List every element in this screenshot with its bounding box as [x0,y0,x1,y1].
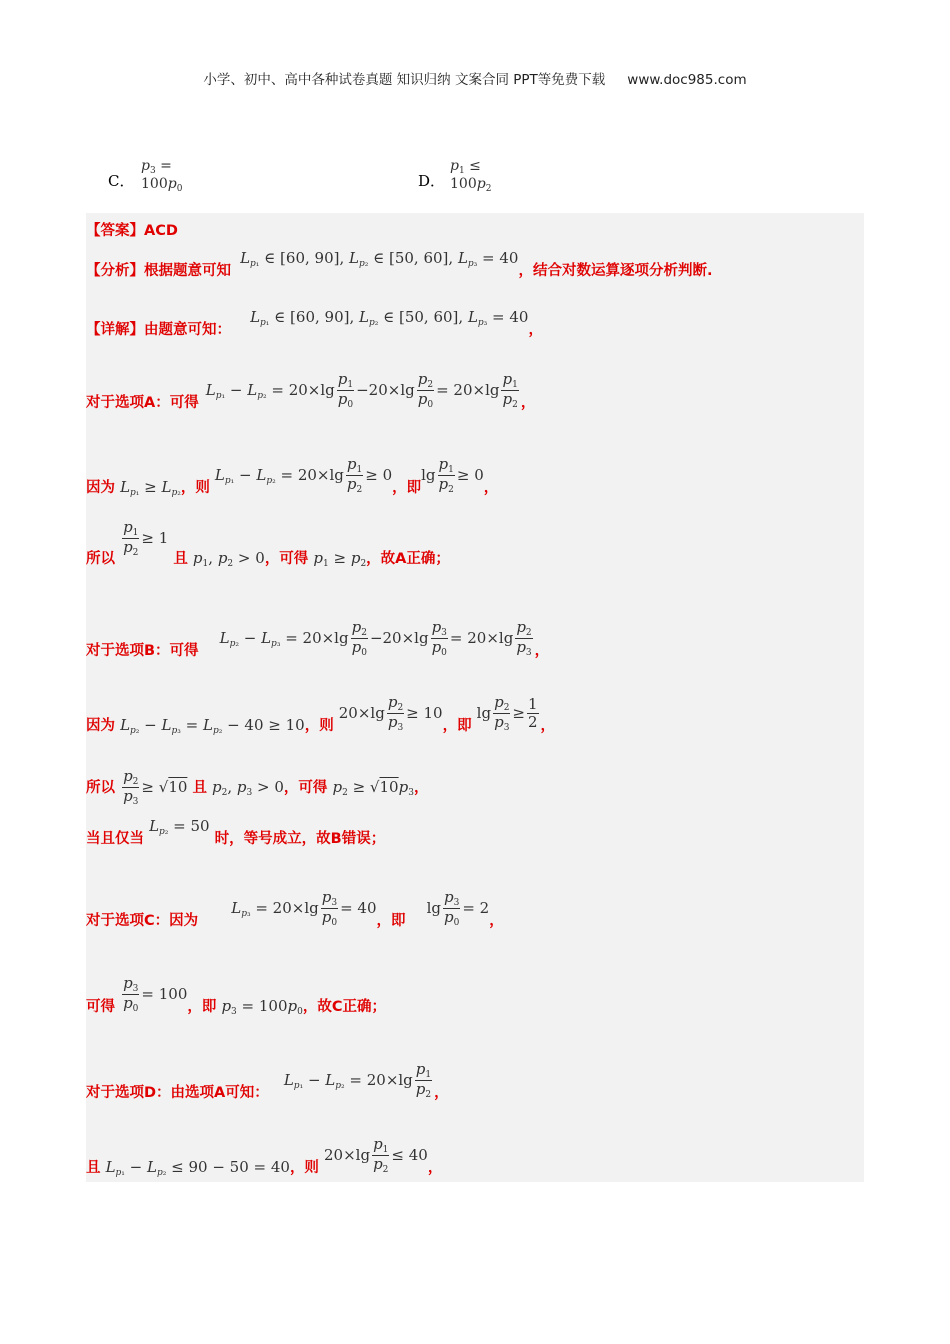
analysis-line [86,249,713,281]
b-because: 因为 [86,717,115,734]
a-because: 因为 [86,479,115,496]
b-formula-1: $L_{p_2} - L_{p_3} = 20\times\lg$ $\frac{p_2}{p_0}$ −20×lg $\frac{p_3}{p_0}$ = 20×lg $\frac{p_2}{p_3}$ [219,618,532,659]
c-correct: ，故C正确； [302,998,387,1015]
b-comma-2: ， [540,717,556,734]
option-c-line-2 [86,974,387,1027]
a-correct: ，故A正确； [366,550,450,567]
c-formula-3: $\frac{p_3}{p_0}$ = 100 [123,974,188,1015]
b-formula-6: $p_2$, $p_3 > 0$ [212,777,284,798]
b-then: ，则 [304,717,334,734]
option-a-line-3 [86,518,450,579]
d-formula-2: $L_{p_1} - L_{p_2} \le 90 - 50 = 40$ [105,1157,290,1178]
a-ie: ，即 [392,479,422,496]
answer-value: ACD [144,223,178,239]
c-ie-2: ，即 [187,998,217,1015]
c-formula-1: $L_{p_3} = 20\times\lg$ $\frac{p_3}{p_0}$ = 40 [231,888,377,929]
header-url[interactable]: www.doc985.com [627,72,747,88]
b-comma-1: ， [534,642,550,659]
a-formula-7: $p_1 \ge p_2$ [313,548,367,569]
option-d-label: D． [418,172,446,190]
a-comma-2: ， [483,479,499,496]
solution-panel [86,213,864,1182]
b-formula-8: $L_{p_2} = 50$ [149,817,210,837]
d-comma-1: ， [434,1084,449,1101]
option-b-line-1 [86,618,550,671]
a-can-get: ，可得 [264,550,309,567]
b-formula-7: $p_2 \ge √10p_3$ [332,777,414,798]
a-then: ，则 [180,479,210,496]
detail-comma: ， [528,322,543,338]
a-so: 所以 [86,550,115,567]
a-formula-5: $\frac{p_1}{p_2}$ ≥ 1 [123,518,169,559]
b-wrong: 时，等号成立，故B错误； [214,831,386,847]
b-intro: 对于选项B：可得 [86,642,199,659]
detail-label: 【详解】由题意可知： [86,322,231,338]
option-c-line-1 [86,888,504,941]
page-header [0,68,950,88]
detail-formula: $L_{p_1}$ ∈ [60, 90], $L_{p_2}$ ∈ [50, 60], $L_{p_3} = 40$ [250,308,529,328]
a-formula-4: lg $\frac{p_1}{p_2}$ ≥ 0 [421,455,484,496]
b-formula-4: lg $\frac{p_2}{p_3}$ ≥ $\frac{1}{2}$ [476,693,538,734]
option-b-line-4 [86,817,386,849]
c-can-get: 可得 [86,998,115,1015]
c-ie: ，即 [376,912,406,929]
analysis-label: 【分析】根据题意可知 [86,263,231,279]
a-formula-1: $L_{p_1} - L_{p_2} = 20\times\lg$ $\frac{p_1}{p_0}$ −20×lg $\frac{p_2}{p_0}$ = 20×lg $\frac{p_1}{p_2}$ [205,370,518,411]
option-d-formula: $p_1 \le 100p_2$ [450,158,492,194]
a-formula-2: $L_{p_1} \ge L_{p_2}$ [120,477,181,498]
b-ie: ，即 [442,717,472,734]
b-formula-2: $L_{p_2} - L_{p_3} = L_{p_2} - 40 \ge 10$ [120,715,305,736]
option-b-line-2 [86,693,556,746]
b-can-get: ，可得 [283,779,328,796]
analysis-formula: $L_{p_1}$ ∈ [60, 90], $L_{p_2}$ ∈ [50, 60], $L_{p_3} = 40$ [240,249,519,269]
detail-line [86,308,543,340]
option-d-line-2 [86,1135,443,1188]
b-formula-3: 20×lg $\frac{p_2}{p_3}$ ≥ 10 [338,693,443,734]
d-formula-1: $L_{p_1} - L_{p_2} = 20\times\lg$ $\frac{p_1}{p_2}$ [283,1060,432,1101]
answer-line [86,219,178,240]
a-intro: 对于选项A：可得 [86,394,199,411]
option-c-formula: $p_3 = 100p_0$ [141,158,183,194]
answer-label: 【答案】 [86,223,144,239]
c-formula-2: lg $\frac{p_3}{p_0}$ = 2 [426,888,490,929]
header-text: 小学、初中、高中各种试卷真题 知识归纳 文案合同 PPT等免费下载 [203,72,606,88]
a-and: 且 [173,550,188,567]
option-c-label: C． [108,172,135,190]
b-so: 所以 [86,779,115,796]
option-a-line-1 [86,370,536,423]
d-comma-2: ， [427,1159,443,1176]
c-intro: 对于选项C：因为 [86,912,199,929]
d-then: ，则 [289,1159,319,1176]
analysis-tail: ，结合对数运算逐项分析判断. [518,263,713,279]
a-formula-3: $L_{p_1} - L_{p_2} = 20\times\lg$ $\frac{p_1}{p_2}$ ≥ 0 [214,455,393,496]
d-formula-3: 20×lg $\frac{p_1}{p_2}$ ≤ 40 [324,1135,428,1176]
b-when-only: 当且仅当 [86,831,144,847]
option-d-line-1 [86,1060,449,1113]
option-a-line-2 [86,455,499,508]
b-and: 且 [192,779,207,796]
c-formula-4: $p_3 = 100p_0$ [221,996,303,1017]
d-and: 且 [86,1159,101,1176]
d-intro: 对于选项D：由选项A可知： [86,1084,269,1101]
option-b-line-3 [86,768,428,808]
c-comma: ， [489,912,504,929]
a-formula-6: $p_1$, $p_2 > 0$ [192,548,265,569]
b-comma-3: ， [413,779,429,796]
b-formula-5: $\frac{p_2}{p_3}$ ≥ √10 [123,767,188,808]
a-comma-1: ， [520,394,536,411]
